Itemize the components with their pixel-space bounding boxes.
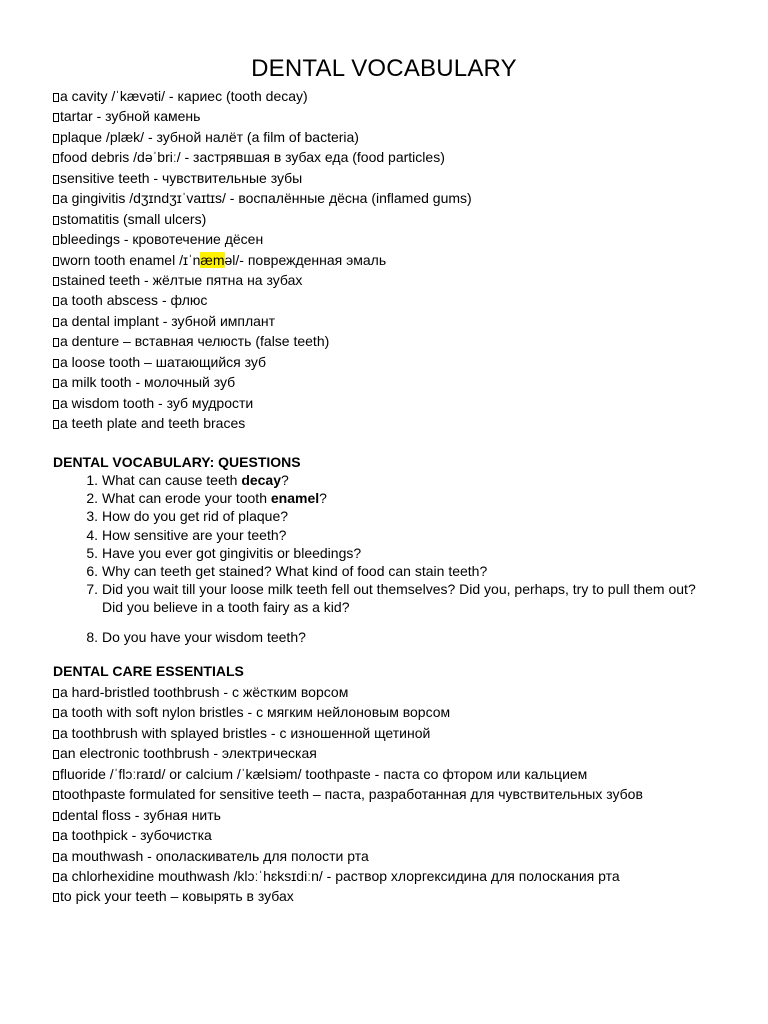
checkbox-icon — [53, 379, 59, 388]
vocab-item: food debris /dəˈbriː/ - застрявшая в зубах еда (food particles) — [53, 147, 753, 167]
care-item: a toothbrush with splayed bristles - с изношенной щетиной — [53, 723, 753, 743]
checkbox-icon — [53, 318, 59, 327]
checkbox-icon — [53, 791, 59, 800]
vocab-item: a milk tooth - молочный зуб — [53, 372, 753, 392]
vocab-item: a loose tooth – шатающийся зуб — [53, 352, 753, 372]
checkbox-icon — [53, 175, 59, 184]
vocabulary-list — [53, 86, 753, 433]
checkbox-icon — [53, 689, 59, 698]
checkbox-icon — [53, 338, 59, 347]
page-title: DENTAL VOCABULARY — [251, 55, 517, 82]
checkbox-icon — [53, 93, 59, 102]
checkbox-icon — [53, 257, 59, 266]
checkbox-icon — [53, 709, 59, 718]
vocab-item: bleedings - кровотечение дёсен — [53, 229, 753, 249]
care-item: to pick your teeth – ковырять в зубах — [53, 886, 753, 906]
vocab-item: a tooth abscess - флюс — [53, 290, 753, 310]
care-item: an electronic toothbrush - электрическая — [53, 743, 753, 763]
vocab-item: plaque /plæk/ - зубной налёт (a film of bacteria) — [53, 127, 753, 147]
question-item: 8. Do you have your wisdom teeth? — [86, 628, 306, 645]
vocab-item: a wisdom tooth - зуб мудрости — [53, 393, 753, 413]
question-item: 1. What can cause teeth decay? — [86, 472, 289, 488]
checkbox-icon — [53, 832, 59, 841]
checkbox-icon — [53, 873, 59, 882]
checkbox-icon — [53, 893, 59, 902]
question-item: 4. How sensitive are your teeth? — [86, 526, 287, 543]
checkbox-icon — [53, 134, 59, 143]
checkbox-icon — [53, 812, 59, 821]
vocab-item: tartar - зубной камень — [53, 106, 753, 126]
questions-heading: DENTAL VOCABULARY: QUESTIONS — [53, 454, 301, 470]
vocab-item: sensitive teeth - чувствительные зубы — [53, 168, 753, 188]
care-item: a hard-bristled toothbrush - с жёстким ворсом — [53, 682, 753, 702]
checkbox-icon — [53, 771, 59, 780]
care-list — [53, 682, 753, 907]
care-item: a mouthwash - ополаскиватель для полости рта — [53, 846, 753, 866]
checkbox-icon — [53, 359, 59, 368]
vocab-item: a cavity /ˈkævəti/ - кариес (tooth decay) — [53, 86, 753, 106]
checkbox-icon — [53, 420, 59, 429]
checkbox-icon — [53, 216, 59, 225]
care-item: dental floss - зубная нить — [53, 805, 753, 825]
checkbox-icon — [53, 400, 59, 409]
care-item: fluoride /ˈflɔːraɪd/ or calcium /ˈkælsiəm/ toothpaste - паста со фтором или кальцием — [53, 764, 753, 784]
vocab-item-enamel: worn tooth enamel /ɪˈnæməl/- поврежденная эмаль — [53, 250, 753, 270]
checkbox-icon — [53, 195, 59, 204]
question-item: 6. Why can teeth get stained? What kind of food can stain teeth? — [86, 563, 488, 580]
checkbox-icon — [53, 750, 59, 759]
checkbox-icon — [53, 113, 59, 122]
vocab-item: a teeth plate and teeth braces — [53, 413, 753, 433]
checkbox-icon — [53, 297, 59, 306]
vocab-item: a gingivitis /dʒɪndʒɪˈvaɪtɪs/ - воспалённые дёсна (inflamed gums) — [53, 188, 753, 208]
vocab-item: a dental implant - зубной имплант — [53, 311, 753, 331]
question-item: 2. What can erode your tooth enamel? — [86, 490, 327, 507]
care-heading: DENTAL CARE ESSENTIALS — [53, 663, 244, 679]
vocab-item: stained teeth - жёлтые пятна на зубах — [53, 270, 753, 290]
checkbox-icon — [53, 730, 59, 739]
questions-list — [53, 471, 753, 646]
question-item: 7. Did you wait till your loose milk teeth fell out themselves? Did you, perhaps, try to pull them out? Did you believe in a tooth fairy as a kid? — [86, 581, 696, 616]
question-item: 3. How do you get rid of plaque? — [86, 508, 289, 525]
care-item: a tooth with soft nylon bristles - с мягким нейлоновым ворсом — [53, 702, 753, 722]
question-item: 5. Have you ever got gingivitis or bleedings? — [86, 544, 362, 561]
checkbox-icon — [53, 277, 59, 286]
checkbox-icon — [53, 853, 59, 862]
checkbox-icon — [53, 154, 59, 163]
care-item: a toothpick - зубочистка — [53, 825, 753, 845]
highlighted-text: æm — [200, 251, 225, 268]
care-item: a chlorhexidine mouthwash /klɔːˈhɛksɪdiːn/ - раствор хлоргексидина для полоскания рта — [53, 866, 753, 886]
care-item: toothpaste formulated for sensitive teeth – паста, разработанная для чувствительных зубов — [53, 784, 753, 804]
vocab-item: stomatitis (small ulcers) — [53, 209, 753, 229]
vocab-item: a denture – вставная челюсть (false teeth) — [53, 331, 753, 351]
checkbox-icon — [53, 236, 59, 245]
